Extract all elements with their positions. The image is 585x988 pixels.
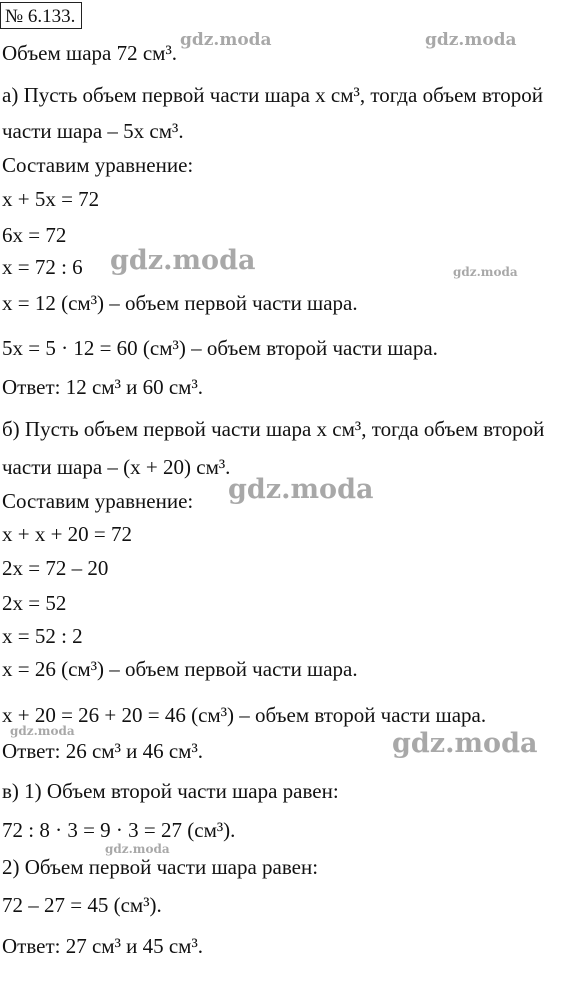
- text-line: части шара – 5x см³.: [2, 119, 184, 143]
- equation-line: x = 26 (см³) – объем первой части шара.: [2, 657, 358, 681]
- text-line: б) Пусть объем первой части шара x см³, тогда объем второй: [2, 417, 545, 441]
- equation-line: x + 20 = 26 + 20 = 46 (см³) – объем второй части шара.: [2, 703, 487, 727]
- equation-line: 2x = 72 – 20: [2, 556, 109, 580]
- equation-line: 5x = 5 · 12 = 60 (см³) – объем второй части шара.: [2, 336, 438, 360]
- watermark: gdz.moda: [392, 728, 538, 759]
- watermark: gdz.moda: [425, 30, 517, 50]
- equation-line: x = 72 : 6: [2, 255, 83, 279]
- equation-line: 72 – 27 = 45 (см³).: [2, 893, 162, 917]
- answer-line: Ответ: 26 см³ и 46 см³.: [2, 739, 204, 763]
- text-line: а) Пусть объем первой части шара x см³, тогда объем второй: [2, 83, 543, 107]
- problem-number: № 6.133.: [5, 6, 76, 27]
- text-line: Составим уравнение:: [2, 489, 194, 513]
- watermark: gdz.moda: [110, 245, 256, 276]
- equation-line: x + x + 20 = 72: [2, 522, 133, 546]
- watermark: gdz.moda: [180, 30, 272, 50]
- text-line: в) 1) Объем второй части шара равен:: [2, 779, 339, 803]
- equation-line: 72 : 8 · 3 = 9 · 3 = 27 (см³).: [2, 818, 236, 842]
- watermark: gdz.moda: [105, 842, 170, 856]
- watermark: gdz.moda: [10, 724, 75, 738]
- watermark: gdz.moda: [228, 474, 374, 505]
- text-line: 2) Объем первой части шара равен:: [2, 855, 319, 879]
- equation-line: 6x = 72: [2, 223, 67, 247]
- equation-line: x = 12 (см³) – объем первой части шара.: [2, 291, 358, 315]
- text-line: Объем шара 72 см³.: [2, 41, 178, 65]
- equation-line: 2x = 52: [2, 591, 67, 615]
- equation-line: x + 5x = 72: [2, 187, 100, 211]
- text-line: Составим уравнение:: [2, 153, 194, 177]
- equation-line: x = 52 : 2: [2, 624, 83, 648]
- answer-line: Ответ: 12 см³ и 60 см³.: [2, 375, 204, 399]
- watermark: gdz.moda: [453, 265, 518, 279]
- answer-line: Ответ: 27 см³ и 45 см³.: [2, 934, 204, 958]
- problem-number-badge: [0, 2, 82, 29]
- text-line: части шара – (x + 20) см³.: [2, 455, 231, 479]
